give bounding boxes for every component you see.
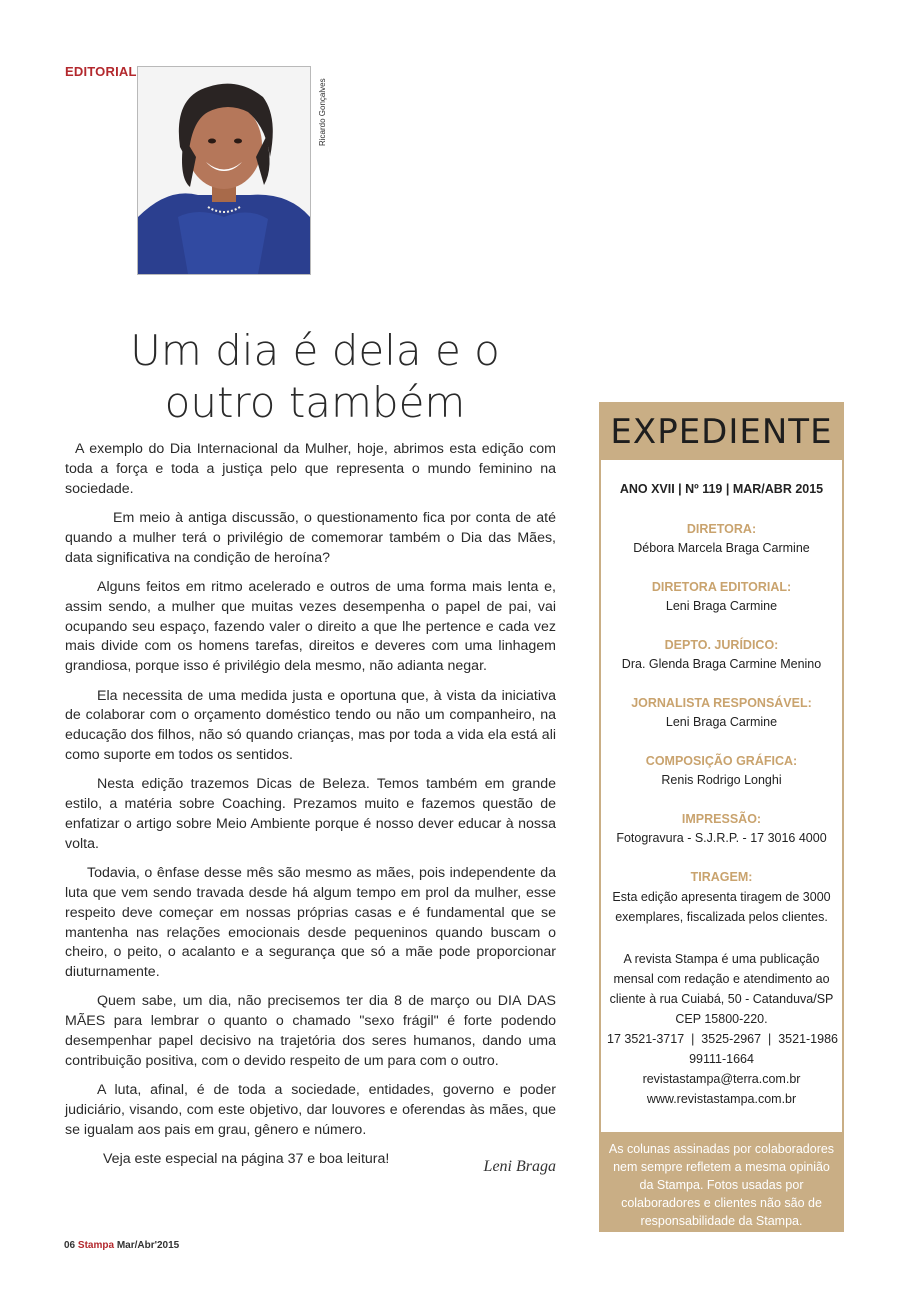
staff-name: Leni Braga Carmine: [665, 715, 778, 729]
publication-info-line: CEP 15800-220.: [675, 1012, 768, 1026]
expediente-title: EXPEDIENTE: [610, 412, 833, 452]
staff-entry: [601, 810, 842, 848]
staff-entry: [601, 752, 842, 790]
disclaimer-box: As colunas assinadas por colaboradores nem sempre refletem a mesma opinião da Stampa. Fotos usadas por colaboradores e clientes não são de responsabilidade da Stampa.: [601, 1132, 842, 1230]
issue-date: Mar/Abr'2015: [116, 1240, 180, 1251]
phone-numbers: 17 3521-3717 | 3525-2967 | 3521-1986: [607, 1032, 838, 1046]
article-paragraph: Em meio à antiga discussão, o questionamento fica por conta de até quando a mulher terá o privilégio de comemorar também o Dia das Mães, data significativa na condição de heroína?: [65, 509, 556, 566]
brand-name: Stampa: [77, 1240, 115, 1251]
article-paragraph: A luta, afinal, é de toda a sociedade, entidades, governo e poder judiciário, visando, com este objetivo, dar louvores e oferendas às mães, que se igualam aos pais em grau, gênero e número.: [65, 1082, 556, 1138]
article-paragraph: Veja este especial na página 37 e boa leitura!: [103, 1151, 390, 1168]
expediente-header: [601, 404, 842, 460]
page-folio: [64, 1240, 179, 1251]
article-paragraph: Nesta edição trazemos Dicas de Beleza. Temos também em grande estilo, a matéria sobre Coaching. Prezamos muito e fazemos questão de enfatizar o artigo sobre Meio Ambiente porque é nosso dever educar à nossa volta.: [65, 776, 556, 852]
staff-entry: [601, 694, 842, 732]
author-signature: Leni Braga: [483, 1158, 556, 1175]
article-paragraph: A exemplo do Dia Internacional da Mulher, hoje, abrimos esta edição com toda a força e toda a justiça pelo que representa o mundo feminino na sociedade.: [65, 441, 556, 497]
article-paragraph: Alguns feitos em ritmo acelerado e outros de uma forma mais lenta e, assim sendo, a mulher que muitas vezes desempenha o papel de pai, vai ocupando seu espaço, fazendo valer o direito a que lhe pertence e cada vez mais divide com os homens tarefas, direitos e deveres com uma linhagem grandiosa, porque isso é privilégio dela mesmo, não adianta negar.: [65, 578, 556, 675]
staff-entry: [601, 578, 842, 616]
page-number: 06: [64, 1240, 76, 1251]
issue-line: ANO XVII | Nº 119 | MAR/ABR 2015: [619, 482, 824, 496]
staff-entry: [601, 520, 842, 558]
tiragem-label: TIRAGEM:: [690, 870, 753, 884]
staff-name: Dra. Glenda Braga Carmine Menino: [621, 657, 822, 671]
publication-info: [601, 949, 842, 1109]
author-photo: [137, 66, 311, 275]
publication-info-line: A revista Stampa é uma publicação: [623, 952, 820, 966]
photo-credit: Ricardo Gonçalves: [318, 78, 327, 146]
article-paragraph: Todavia, o ênfase desse mês são mesmo as mães, pois independente da luta que vem sendo travada desde há algum tempo em prol da mulher, esse respeito deve começar em nossas próprias casas e é fundamental que se mantenha nas relações emocionais desde pequeninos quando buscam o cheiro, o peito, o acalanto e a segurança que só a mãe pode proporcionar diuturnamente.: [65, 865, 556, 981]
staff-role: COMPOSIÇÃO GRÁFICA:: [645, 754, 798, 768]
staff-name: Renis Rodrigo Longhi: [661, 773, 782, 787]
staff-role: IMPRESSÃO:: [681, 812, 762, 826]
staff-role: DEPTO. JURÍDICO:: [664, 638, 779, 652]
email-address: revistastampa@terra.com.br: [642, 1072, 801, 1086]
article-headline: Um dia é dela e o outro também: [130, 326, 500, 427]
staff-entry: [601, 636, 842, 674]
publication-info-line: mensal com redação e atendimento ao: [613, 972, 830, 986]
section-label: EDITORIAL: [65, 64, 137, 79]
expediente-box: [599, 402, 844, 1232]
staff-role: JORNALISTA RESPONSÁVEL:: [631, 696, 812, 710]
staff-name: Fotogravura - S.J.R.P. - 17 3016 4000: [616, 831, 827, 845]
website-url: www.revistastampa.com.br: [646, 1092, 797, 1106]
staff-role: DIRETORA EDITORIAL:: [651, 580, 792, 594]
article-body: [65, 440, 556, 1180]
staff-name: Débora Marcela Braga Carmine: [633, 541, 810, 555]
phone-number: 99111-1664: [689, 1052, 754, 1066]
article-paragraph: Quem sabe, um dia, não precisemos ter dia 8 de março ou DIA DAS MÃES para lembrar o quanto o chamado "sexo frágil" é forte podendo desempenhar papel decisivo na trajetória dos seres humanos, dando uma contribuição positiva, com o devido respeito de um para com o outro.: [65, 993, 556, 1069]
article-paragraph: Ela necessita de uma medida justa e oportuna que, à vista da iniciativa de colaborar com o orçamento doméstico tendo ou não um companheiro, na educação dos filhos, não só quando crianças, mas por toda a vida ela está ali como suporte em todos os sentidos.: [65, 687, 556, 763]
tiragem-text: Esta edição apresenta tiragem de 3000 exemplares, fiscalizada pelos clientes.: [612, 890, 831, 924]
publication-info-line: cliente à rua Cuiabá, 50 - Catanduva/SP: [609, 992, 834, 1006]
staff-name: Leni Braga Carmine: [665, 599, 778, 613]
staff-role: DIRETORA:: [686, 522, 757, 536]
